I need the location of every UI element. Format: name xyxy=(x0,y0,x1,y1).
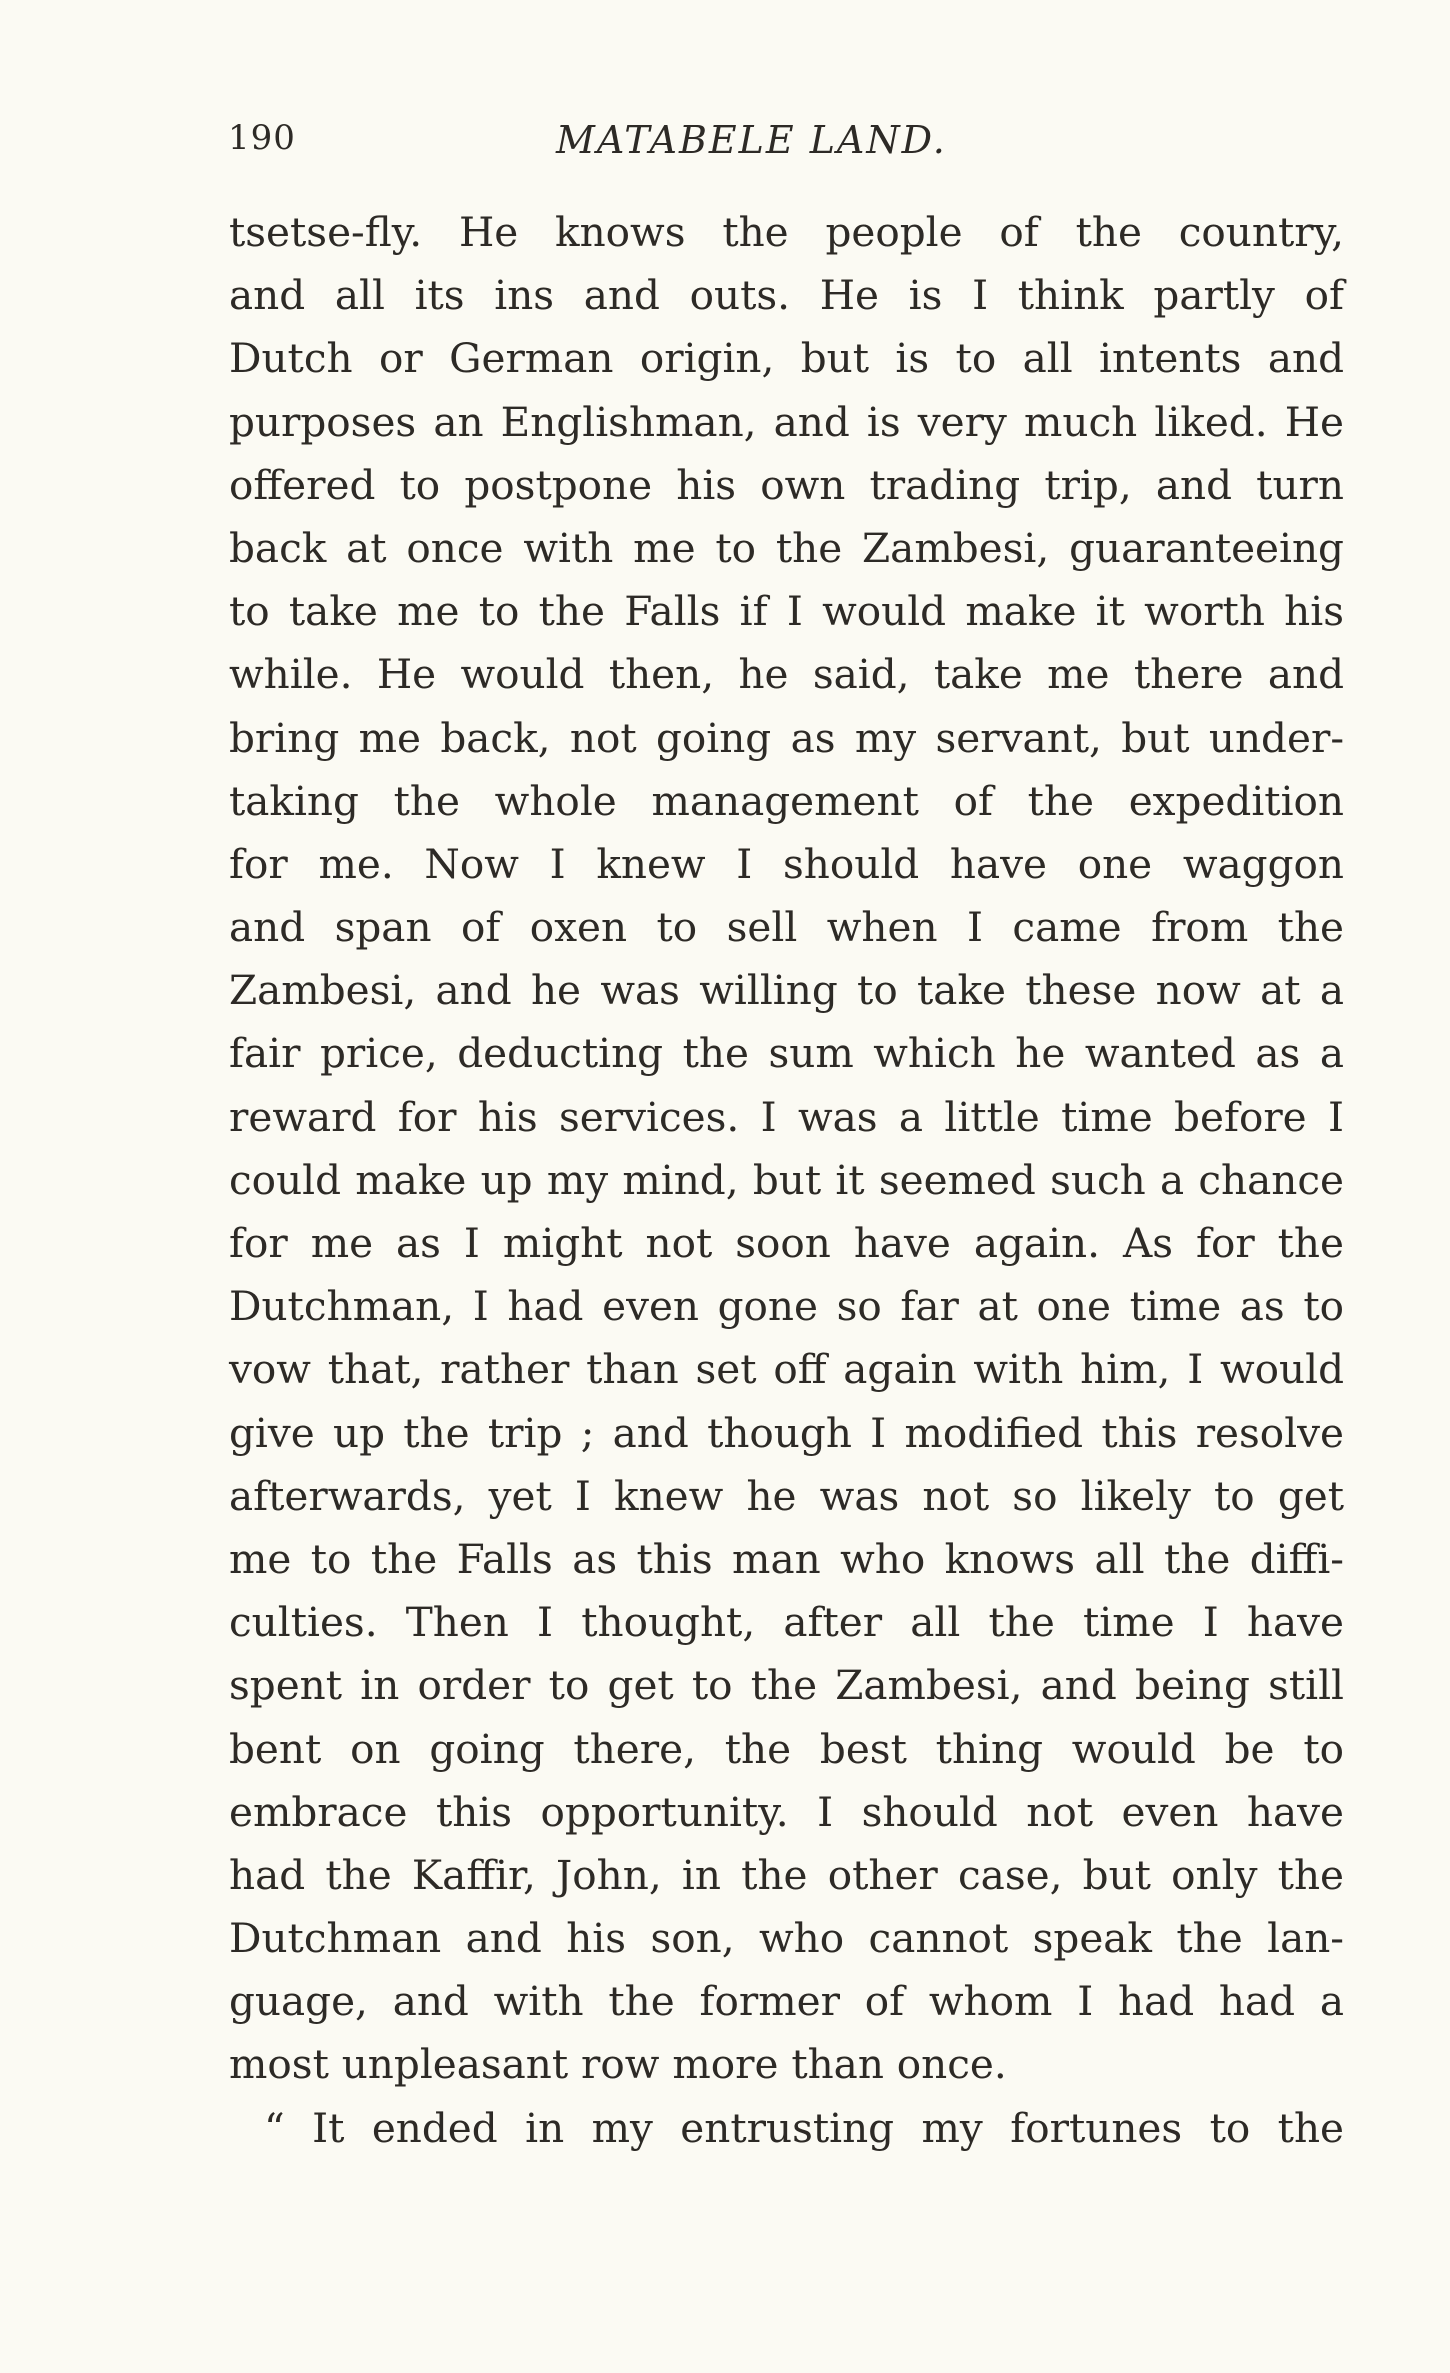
text-line: Dutchman and his son, who cannot speak the lan- xyxy=(229,1914,1344,1963)
text-line: and all its ins and outs. He is I think partly of xyxy=(229,271,1344,320)
text-line: back at once with me to the Zambesi, guaranteeing xyxy=(229,523,1344,572)
text-line: spent in order to get to the Zambesi, and being still xyxy=(229,1661,1344,1710)
text-line: and span of oxen to sell when I came from the xyxy=(229,903,1344,952)
text-line: embrace this opportunity. I should not even have xyxy=(229,1787,1344,1836)
text-line: had the Kaffir, John, in the other case, but only the xyxy=(229,1850,1344,1899)
text-line: vow that, rather than set off again with him, I would xyxy=(229,1345,1344,1394)
text-line: guage, and with the former of whom I had had a xyxy=(229,1977,1344,2026)
text-line: culties. Then I thought, after all the time I have xyxy=(229,1598,1344,1647)
text-line: reward for his services. I was a little time before I xyxy=(229,1092,1344,1141)
text-line: afterwards, yet I knew he was not so likely to get xyxy=(229,1471,1344,1520)
text-line: give up the trip ; and though I modified this resolve xyxy=(229,1408,1344,1457)
text-line: bent on going there, the best thing would be to xyxy=(229,1724,1344,1773)
text-line: me to the Falls as this man who knows all the diffi- xyxy=(229,1534,1344,1583)
text-line: for me. Now I knew I should have one waggon xyxy=(229,839,1344,888)
text-line: to take me to the Falls if I would make it worth his xyxy=(229,587,1344,636)
text-line: could make up my mind, but it seemed such a chance xyxy=(229,1155,1344,1204)
text-line: offered to postpone his own trading trip, and turn xyxy=(229,460,1344,509)
running-title: MATABELE LAND. xyxy=(556,118,947,162)
running-head xyxy=(226,118,1346,174)
text-line: tsetse-fly. He knows the people of the country, xyxy=(229,208,1344,256)
text-line: while. He would then, he said, take me there and xyxy=(229,650,1344,699)
text-line: Zambesi, and he was willing to take these now at a xyxy=(229,966,1344,1015)
text-line: purposes an Englishman, and is very much liked. He xyxy=(229,397,1344,446)
page-number: 190 xyxy=(228,118,296,158)
text-line: Dutch or German origin, but is to all intents and xyxy=(229,334,1344,383)
text-line: bring me back, not going as my servant, but under- xyxy=(229,713,1344,762)
text-line: for me as I might not soon have again. As for the xyxy=(229,1219,1344,1267)
body-text xyxy=(229,201,1344,2160)
text-line: fair price, deducting the sum which he wanted as a xyxy=(229,1029,1344,1078)
text-line: Dutchman, I had even gone so far at one time as to xyxy=(229,1282,1344,1331)
paragraph-start-line: “ It ended in my entrusting my fortunes to the xyxy=(264,2103,1344,2152)
text-line: taking the whole management of the expedition xyxy=(229,776,1344,825)
paragraph-end-line: most unpleasant row more than once. xyxy=(229,2040,1007,2089)
